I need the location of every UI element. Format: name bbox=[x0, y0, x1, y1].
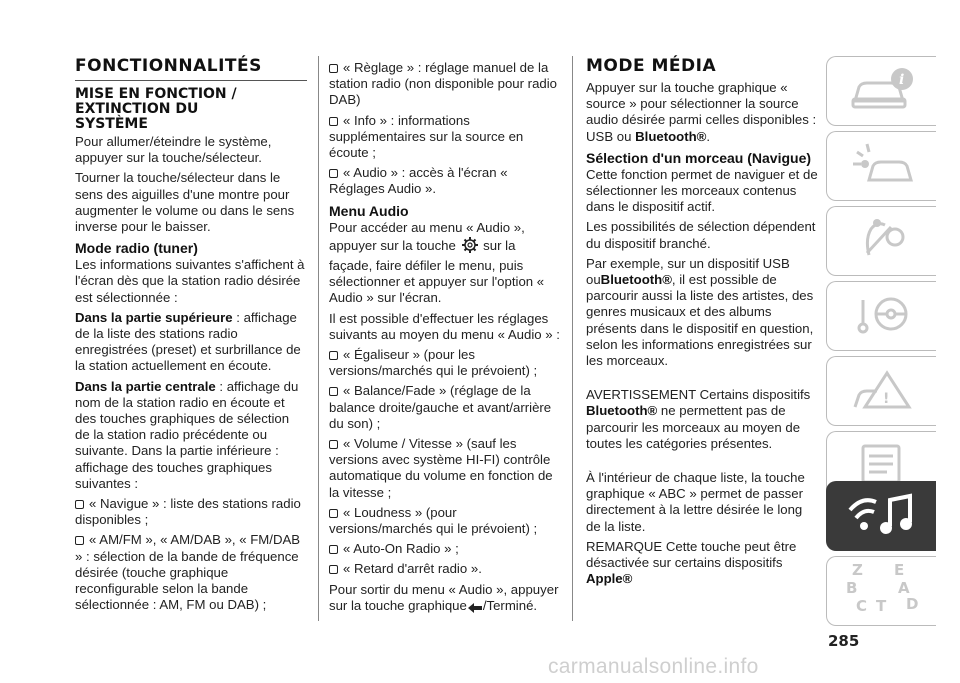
bullet-navigue bbox=[75, 496, 307, 528]
car-info-icon bbox=[847, 65, 917, 118]
paragraph-volume: Tourner la touche/sélecteur dans le sens des aiguilles d'une montre pour augmenter le volume ou dans le sens inverse pour le baisser. bbox=[75, 170, 295, 235]
source-text: Appuyer sur la touche graphique « source » pour sélectionner la source audio désirée parmi celles disponibles : USB ou bbox=[586, 80, 817, 144]
bullet-text: « Règlage » : réglage manuel de la station radio (non disponible pour radio DAB) bbox=[329, 60, 557, 108]
back-arrow-icon bbox=[467, 602, 483, 618]
bluetooth-label: Bluetooth® bbox=[600, 272, 672, 288]
audio-access-text-2: sur la façade, faire défiler le menu, puis sélectionner et appuyer sur l'option « Audio » sur l'écran. bbox=[329, 237, 545, 306]
audio-bullet-egaliseur bbox=[329, 347, 561, 379]
bullet-text: « Loudness » (pour versions/marchés qui le prévoient) ; bbox=[329, 504, 538, 537]
bullet-text: « Info » : informations supplémentaires sur la source en écoute ; bbox=[329, 112, 524, 161]
audio-bullet-autoon bbox=[329, 541, 561, 557]
warning-text-2: ne permettent pas de parcourir les morceaux au moyen de toutes les catégories présentes. bbox=[586, 403, 801, 451]
bullet-band bbox=[75, 532, 307, 613]
media-mode-title: MODE MÉDIA bbox=[586, 56, 717, 76]
bullet-text: « Balance/Fade » (réglage de la balance droite/gauche et avant/arrière du son) ; bbox=[329, 383, 552, 431]
bullet-icon bbox=[329, 351, 338, 360]
column-divider bbox=[318, 56, 319, 621]
index-letter: Z bbox=[851, 560, 863, 579]
warning-triangle-car-icon bbox=[847, 365, 917, 418]
bullet-text: « Retard d'arrêt radio ». bbox=[343, 561, 482, 577]
heading-radio-mode: Mode radio (tuner) bbox=[75, 240, 198, 257]
paragraph-navigation: Cette fonction permet de naviguer et de sélectionner les morceaux contenus dans le dispositif actif. bbox=[586, 166, 818, 215]
index-letter: E bbox=[893, 560, 904, 579]
example-text: Par exemple, sur un dispositif USB ou bbox=[586, 255, 790, 288]
tab-index[interactable] bbox=[826, 556, 936, 626]
center-part-label: Dans la partie centrale bbox=[75, 378, 216, 394]
svg-text:i: i bbox=[898, 71, 904, 88]
bullet-text: « Audio » : accès à l'écran « Réglages Audio ». bbox=[329, 165, 508, 197]
center-part-text: : affichage du nom de la station radio en écoute et des touches graphiques de sélection de la station radio précédente ou suivante. Dans la partie inférieure : affichage des touches graphiques suivantes : bbox=[75, 378, 299, 491]
bullet-reglage bbox=[329, 60, 561, 109]
top-part-label: Dans la partie supérieure bbox=[75, 309, 233, 325]
audio-bullet-volume bbox=[329, 436, 561, 501]
column-1 bbox=[75, 56, 307, 617]
car-lights-icon bbox=[847, 140, 917, 193]
index-letter: C bbox=[855, 596, 867, 615]
bullet-icon bbox=[75, 500, 84, 509]
multimedia-music-icon bbox=[842, 486, 922, 547]
paragraph-top-part bbox=[75, 310, 307, 375]
bullet-icon bbox=[329, 545, 338, 554]
watermark: carmanualsonline.info bbox=[548, 655, 759, 678]
bluetooth-label: Bluetooth® bbox=[635, 128, 707, 144]
bullet-text: « Volume / Vitesse » (sauf les versions avec système HI-FI) contrôle automatique du volume en fonction de la vitesse ; bbox=[329, 436, 553, 500]
paragraph-exit bbox=[329, 582, 561, 618]
warning-text: AVERTISSEMENT Certains dispositifs bbox=[586, 387, 811, 403]
steering-key-icon bbox=[847, 290, 917, 343]
seatbelt-airbag-icon bbox=[847, 215, 917, 268]
audio-bullet-retard bbox=[329, 561, 561, 577]
page-title: FONCTIONNALITÉS bbox=[75, 56, 262, 76]
paragraph-example bbox=[586, 256, 818, 369]
paragraph-radio-info: Les informations suivantes s'affichent à l'écran dès que la station radio désirée est sélectionnée : bbox=[75, 257, 305, 305]
svg-text:!: ! bbox=[882, 390, 889, 407]
bullet-icon bbox=[329, 509, 338, 518]
spacer bbox=[586, 373, 818, 387]
bluetooth-label: Bluetooth® bbox=[586, 403, 658, 419]
bullet-icon bbox=[75, 536, 84, 545]
paragraph-abc: À l'intérieur de chaque liste, la touche graphique « ABC » permet de passer directement à la lettre désirée le long de la liste. bbox=[586, 470, 805, 534]
audio-access-text: Pour accéder au menu « Audio », appuyer sur la touche bbox=[329, 219, 525, 253]
bullet-text: « AM/FM », « AM/DAB », « FM/DAB » : sélection de la bande de fréquence désirée (touche graphique reconfigurable selon la bande sélectionnée : AM, FM ou DAB) ; bbox=[75, 532, 301, 613]
paragraph-selection-depends: Les possibilités de sélection dépendent du dispositif branché. bbox=[586, 219, 816, 251]
index-letter: T bbox=[875, 596, 886, 615]
paragraph-power: Pour allumer/éteindre le système, appuyer sur la touche/sélecteur. bbox=[75, 134, 272, 166]
audio-bullet-balance bbox=[329, 383, 561, 432]
spacer bbox=[586, 456, 818, 470]
bullet-icon bbox=[329, 117, 338, 126]
heading-track-selection: Sélection d'un morceau (Navigue) bbox=[586, 149, 812, 166]
bullet-icon bbox=[329, 440, 338, 449]
paragraph-source bbox=[586, 80, 818, 145]
tab-multimedia[interactable] bbox=[826, 481, 936, 551]
title-rule bbox=[75, 80, 307, 81]
tab-starting-driving[interactable] bbox=[826, 281, 936, 351]
bullet-icon bbox=[329, 565, 338, 574]
note-paragraph bbox=[586, 539, 818, 588]
tab-emergency[interactable] bbox=[826, 356, 936, 426]
index-letter: A bbox=[897, 578, 910, 597]
page-number: 285 bbox=[828, 632, 860, 650]
section-title-power: MISE EN FONCTION / EXTINCTION DU SYSTÈME bbox=[75, 86, 237, 132]
bullet-info bbox=[329, 113, 561, 162]
audio-bullet-loudness bbox=[329, 505, 561, 537]
exit-text: Pour sortir du menu « Audio », appuyer sur la touche graphique bbox=[329, 581, 559, 613]
index-letter: D bbox=[905, 594, 918, 613]
note-text: REMARQUE Cette touche peut être désactivée sur certains dispositifs bbox=[586, 538, 797, 571]
tab-lights[interactable] bbox=[826, 131, 936, 201]
column-divider bbox=[572, 56, 573, 621]
alphabet-index-icon bbox=[842, 561, 922, 622]
heading-audio-menu: Menu Audio bbox=[329, 202, 409, 219]
tab-safety[interactable] bbox=[826, 206, 936, 276]
bullet-audio bbox=[329, 165, 561, 197]
bullet-text: « Navigue » : liste des stations radio disponibles ; bbox=[75, 496, 301, 528]
column-3 bbox=[586, 56, 818, 591]
column-2 bbox=[329, 60, 561, 622]
paragraph-center-part bbox=[75, 379, 307, 492]
settings-gear-icon bbox=[460, 236, 480, 258]
bullet-icon bbox=[329, 64, 338, 73]
index-letter: B bbox=[845, 578, 857, 597]
bullet-icon bbox=[329, 169, 338, 178]
bullet-icon bbox=[329, 387, 338, 396]
apple-label: Apple® bbox=[586, 571, 633, 587]
top-part-text: : affichage de la liste des stations radio enregistrées (preset) et surbrillance de la station actuellement en écoute. bbox=[75, 309, 301, 374]
exit-text-2: /Terminé. bbox=[482, 597, 538, 613]
paragraph-audio-settings: Il est possible d'effectuer les réglages suivants au moyen du menu « Audio » : bbox=[329, 310, 560, 342]
paragraph-audio-access bbox=[329, 220, 561, 307]
warning-paragraph bbox=[586, 387, 818, 452]
bullet-text: « Égaliseur » (pour les versions/marchés qui le prévoient) ; bbox=[329, 347, 538, 379]
tab-dashboard-info[interactable] bbox=[826, 56, 936, 126]
example-text-2: , il est possible de parcourir aussi la liste des artistes, des genres musicaux et des albums présents dans le dispositif en question, selon les informations enregistrées sur les morceaux. bbox=[586, 272, 814, 369]
bullet-text: « Auto-On Radio » ; bbox=[343, 541, 459, 557]
source-text-end: . bbox=[706, 128, 711, 144]
